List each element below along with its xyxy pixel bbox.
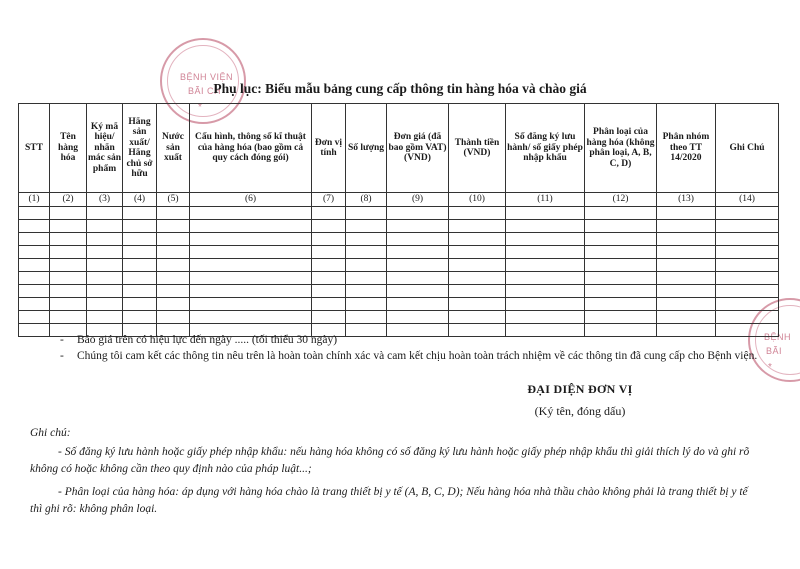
empty-table-cell	[346, 233, 387, 246]
empty-table-cell	[449, 246, 506, 259]
header-phan-loai: Phân loại của hàng hóa (không phân loại, A, B, C, D)	[585, 104, 657, 193]
empty-table-cell	[585, 285, 657, 298]
empty-table-cell	[157, 246, 190, 259]
stamp-text-line1: BỆNH VIỆN	[180, 72, 234, 82]
empty-table-cell	[123, 246, 157, 259]
header-row	[19, 104, 779, 193]
empty-table-row	[19, 220, 779, 233]
empty-table-cell	[123, 285, 157, 298]
empty-table-cell	[87, 233, 123, 246]
stamp-star: *	[768, 362, 772, 373]
empty-table-row	[19, 272, 779, 285]
empty-table-row	[19, 298, 779, 311]
empty-table-cell	[50, 246, 87, 259]
column-number: (10)	[449, 193, 506, 207]
empty-table-cell	[585, 207, 657, 220]
ghi-chu-heading: Ghi chú:	[30, 427, 71, 439]
empty-table-cell	[506, 272, 585, 285]
notes-list	[60, 333, 760, 364]
column-number: (14)	[716, 193, 779, 207]
empty-table-cell	[312, 233, 346, 246]
empty-table-cell	[123, 233, 157, 246]
empty-table-cell	[346, 272, 387, 285]
empty-table-cell	[50, 259, 87, 272]
header-stt: STT	[19, 104, 50, 193]
empty-table-cell	[50, 207, 87, 220]
empty-table-cell	[190, 220, 312, 233]
header-ghi-chu: Ghi Chú	[716, 104, 779, 193]
empty-table-cell	[157, 259, 190, 272]
empty-table-cell	[123, 207, 157, 220]
empty-table-cell	[312, 285, 346, 298]
empty-table-cell	[449, 207, 506, 220]
empty-table-cell	[387, 298, 449, 311]
empty-table-cell	[449, 259, 506, 272]
empty-table-cell	[449, 298, 506, 311]
empty-table-cell	[157, 220, 190, 233]
ghi-chu-paragraph: - Phân loại của hàng hóa: áp dụng với hàng hóa chào là trang thiết bị y tế (A, B, C, D); Nếu hàng hóa nhà thầu chào không phải là trang thiết bị y tế thì ghi rõ: không phân loại.	[30, 486, 748, 515]
empty-table-cell	[190, 207, 312, 220]
empty-table-cell	[506, 298, 585, 311]
empty-table-cell	[657, 298, 716, 311]
empty-table-cell	[190, 246, 312, 259]
empty-table-cell	[449, 272, 506, 285]
column-number: (6)	[190, 193, 312, 207]
empty-table-cell	[657, 246, 716, 259]
empty-table-row	[19, 311, 779, 324]
header-so-luong: Số lượng	[346, 104, 387, 193]
column-number: (11)	[506, 193, 585, 207]
empty-table-cell	[387, 272, 449, 285]
empty-table-cell	[506, 311, 585, 324]
empty-table-cell	[657, 311, 716, 324]
empty-table-cell	[585, 259, 657, 272]
empty-table-cell	[50, 272, 87, 285]
empty-table-cell	[585, 272, 657, 285]
empty-table-row	[19, 259, 779, 272]
empty-table-cell	[346, 259, 387, 272]
column-number: (13)	[657, 193, 716, 207]
empty-table-cell	[157, 311, 190, 324]
empty-table-cell	[50, 285, 87, 298]
empty-table-cell	[387, 259, 449, 272]
empty-table-cell	[87, 272, 123, 285]
note-item	[60, 333, 760, 349]
header-thanh-tien: Thành tiền (VND)	[449, 104, 506, 193]
empty-table-cell	[123, 272, 157, 285]
empty-table-cell	[50, 298, 87, 311]
empty-table-cell	[506, 246, 585, 259]
empty-table-cell	[716, 233, 779, 246]
empty-table-cell	[449, 233, 506, 246]
empty-table-cell	[190, 311, 312, 324]
header-ky-ma-hieu: Ký mã hiệu/ nhãn mác sản phẩm	[87, 104, 123, 193]
empty-table-cell	[657, 207, 716, 220]
empty-table-cell	[716, 207, 779, 220]
stamp-text-line2: BÃI CH	[188, 86, 222, 96]
column-number: (1)	[19, 193, 50, 207]
empty-table-cell	[87, 311, 123, 324]
empty-table-cell	[87, 259, 123, 272]
empty-table-cell	[87, 207, 123, 220]
empty-table-cell	[19, 298, 50, 311]
empty-table-cell	[157, 207, 190, 220]
empty-table-cell	[190, 233, 312, 246]
empty-table-cell	[50, 233, 87, 246]
empty-table-cell	[449, 311, 506, 324]
empty-table-cell	[87, 285, 123, 298]
empty-table-cell	[387, 207, 449, 220]
header-cau-hinh: Cấu hình, thông số kĩ thuật của hàng hóa (bao gồm cả quy cách đóng gói)	[190, 104, 312, 193]
note-text: Chúng tôi cam kết các thông tin nêu trên là hoàn toàn chính xác và cam kết chịu hoàn toàn trách nhiệm về các thông tin đã cung cấp cho Bệnh viện.	[77, 349, 758, 362]
empty-table-cell	[19, 207, 50, 220]
empty-table-cell	[312, 259, 346, 272]
stamp-star: *	[198, 102, 202, 113]
empty-table-cell	[346, 220, 387, 233]
empty-table-cell	[506, 259, 585, 272]
empty-table-cell	[387, 220, 449, 233]
empty-table-cell	[190, 285, 312, 298]
column-number: (2)	[50, 193, 87, 207]
column-number: (3)	[87, 193, 123, 207]
empty-table-cell	[346, 298, 387, 311]
header-phan-nhom: Phân nhóm theo TT 14/2020	[657, 104, 716, 193]
empty-table-cell	[190, 272, 312, 285]
empty-table-cell	[87, 246, 123, 259]
empty-table-cell	[449, 220, 506, 233]
empty-table-cell	[346, 285, 387, 298]
empty-table-cell	[387, 233, 449, 246]
empty-table-cell	[123, 298, 157, 311]
column-number: (9)	[387, 193, 449, 207]
empty-table-cell	[312, 272, 346, 285]
page-title: Phụ lục: Biểu mẫu bảng cung cấp thông tin hàng hóa và chào giá	[213, 81, 587, 96]
empty-table-row	[19, 207, 779, 220]
header-ten-hang-hoa: Tên hàng hóa	[50, 104, 87, 193]
product-info-table	[18, 103, 779, 337]
empty-table-cell	[716, 285, 779, 298]
column-number: (5)	[157, 193, 190, 207]
note-text: Báo giá trên có hiệu lực đến ngày ..... (tối thiểu 30 ngày)	[77, 334, 338, 346]
empty-table-cell	[585, 298, 657, 311]
empty-table-cell	[716, 259, 779, 272]
header-nuoc-san-xuat: Nước sản xuất	[157, 104, 190, 193]
empty-table-cell	[657, 220, 716, 233]
empty-table-cell	[190, 259, 312, 272]
empty-table-cell	[506, 285, 585, 298]
signature-title: ĐẠI DIỆN ĐƠN VỊ	[527, 382, 633, 396]
empty-table-cell	[50, 220, 87, 233]
empty-table-row	[19, 285, 779, 298]
empty-table-cell	[157, 285, 190, 298]
empty-table-cell	[657, 272, 716, 285]
empty-table-cell	[312, 207, 346, 220]
column-number: (12)	[585, 193, 657, 207]
empty-table-cell	[346, 311, 387, 324]
empty-table-cell	[19, 233, 50, 246]
empty-table-cell	[190, 298, 312, 311]
empty-table-cell	[585, 220, 657, 233]
empty-table-cell	[506, 207, 585, 220]
empty-table-cell	[19, 311, 50, 324]
empty-table-cell	[449, 285, 506, 298]
column-number: (7)	[312, 193, 346, 207]
empty-table-cell	[19, 272, 50, 285]
empty-table-cell	[312, 220, 346, 233]
empty-table-cell	[346, 246, 387, 259]
empty-table-cell	[50, 311, 87, 324]
empty-table-cell	[123, 311, 157, 324]
header-don-vi-tinh: Đơn vị tính	[312, 104, 346, 193]
empty-table-cell	[346, 207, 387, 220]
column-number: (8)	[346, 193, 387, 207]
signature-subtitle: (Ký tên, đóng dấu)	[534, 404, 626, 418]
empty-table-cell	[657, 233, 716, 246]
stamp-text-line1: BỆNH	[764, 332, 792, 342]
empty-table-row	[19, 246, 779, 259]
empty-table-cell	[312, 246, 346, 259]
note-item	[60, 349, 760, 365]
empty-table-cell	[585, 233, 657, 246]
column-number-row	[19, 193, 779, 207]
empty-table-cell	[19, 324, 50, 337]
empty-table-cell	[716, 298, 779, 311]
empty-rows	[19, 207, 779, 337]
header-hang-san-xuat: Hãng sản xuất/ Hãng chủ sở hữu	[123, 104, 157, 193]
note-dash: -	[60, 334, 64, 346]
empty-table-cell	[506, 220, 585, 233]
empty-table-cell	[387, 311, 449, 324]
empty-table-cell	[312, 311, 346, 324]
empty-table-cell	[19, 285, 50, 298]
empty-table-cell	[585, 246, 657, 259]
empty-table-row	[19, 233, 779, 246]
ghi-chu-paragraph: - Số đăng ký lưu hành hoặc giấy phép nhập khẩu: nếu hàng hóa không có số đăng ký lưu hành hoặc giấy phép nhập khẩu thì giải thích lý do và ghi rõ không có hoặc không cần theo quy định nào của pháp luật...;	[30, 446, 750, 475]
empty-table-cell	[312, 298, 346, 311]
empty-table-cell	[87, 220, 123, 233]
empty-table-cell	[716, 246, 779, 259]
empty-table-cell	[657, 285, 716, 298]
column-number: (4)	[123, 193, 157, 207]
empty-table-cell	[123, 259, 157, 272]
empty-table-cell	[657, 259, 716, 272]
empty-table-cell	[123, 220, 157, 233]
ghi-chu-section	[30, 425, 760, 524]
empty-table-cell	[716, 311, 779, 324]
empty-table-cell	[19, 259, 50, 272]
empty-table-cell	[87, 298, 123, 311]
empty-table-cell	[716, 272, 779, 285]
header-don-gia: Đơn giá (đã bao gồm VAT) (VND)	[387, 104, 449, 193]
empty-table-cell	[157, 272, 190, 285]
empty-table-cell	[19, 220, 50, 233]
empty-table-cell	[157, 233, 190, 246]
empty-table-cell	[716, 220, 779, 233]
empty-table-cell	[19, 246, 50, 259]
empty-table-cell	[157, 298, 190, 311]
note-dash: -	[60, 349, 64, 362]
empty-table-cell	[585, 311, 657, 324]
empty-table-cell	[506, 233, 585, 246]
stamp-text-line2: BÃI	[766, 346, 783, 356]
header-so-dang-ky: Số đăng ký lưu hành/ số giấy phép nhập khẩu	[506, 104, 585, 193]
empty-table-cell	[387, 246, 449, 259]
empty-table-cell	[387, 285, 449, 298]
